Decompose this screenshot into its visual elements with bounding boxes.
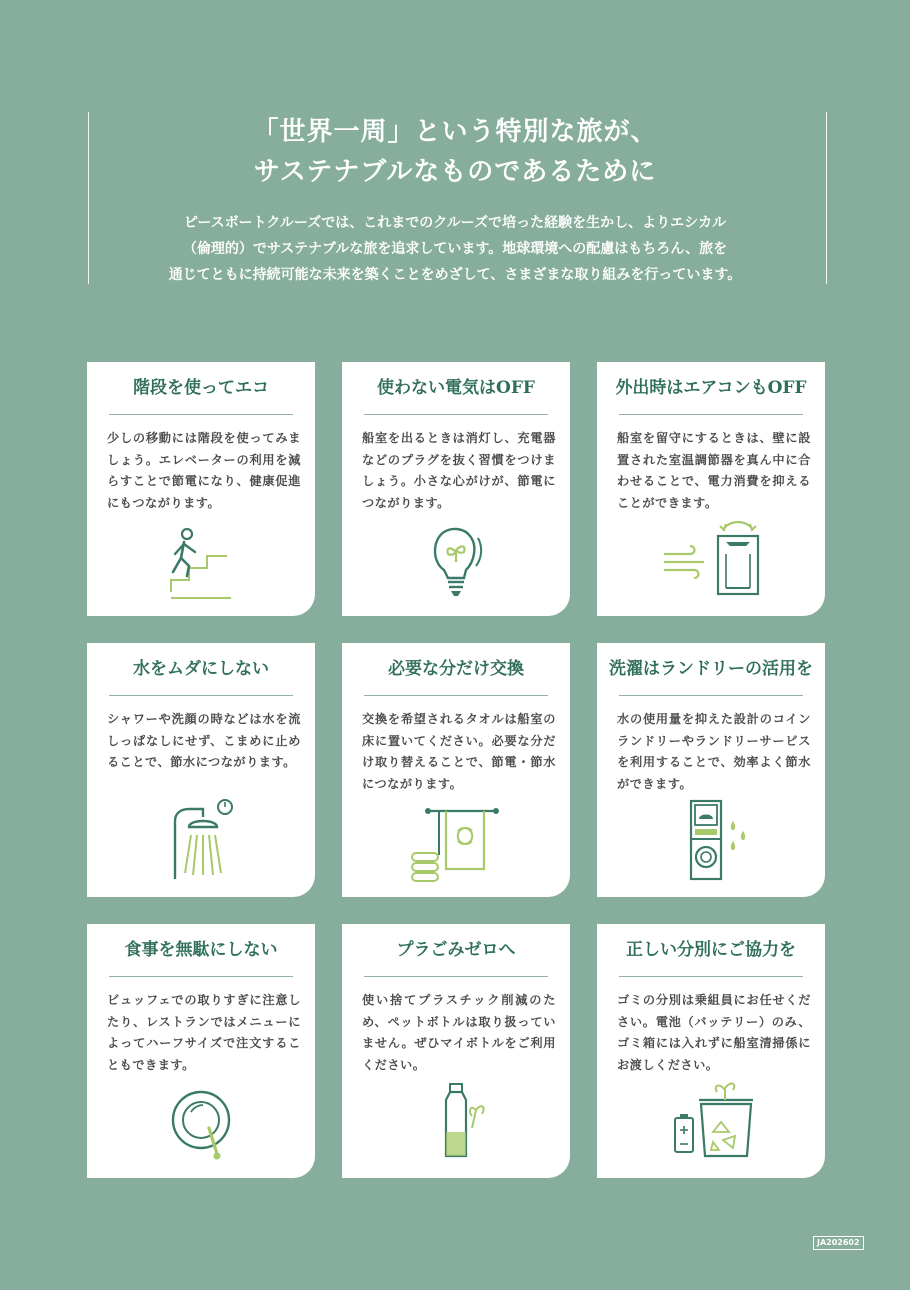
air-conditioner-icon — [655, 514, 765, 604]
card-laundry — [597, 643, 825, 897]
intro-line-2: （倫理的）でサステナブルな旅を追求しています。地球環境への配慮はもちろん、旅を — [182, 241, 728, 257]
bottle-icon — [406, 1074, 506, 1164]
card-recycling — [597, 924, 825, 1178]
card-text: 水の使用量を抑えた設計のコインランドリーやランドリーサービスを利用することで、効率よく節水ができます。 — [617, 712, 811, 791]
card-stairs — [87, 362, 315, 616]
card-divider — [109, 695, 293, 696]
left-divider-line — [88, 112, 89, 284]
card-divider — [619, 414, 803, 415]
intro-paragraph — [110, 210, 800, 288]
card-divider — [619, 976, 803, 977]
towel-icon — [406, 793, 506, 883]
washing-machine-icon — [661, 793, 761, 883]
card-text: 船室を出るときは消灯し、充電器などのプラグを抜く習慣をつけましょう。小さな心がけが、節電につながります。 — [362, 431, 556, 510]
card-text: ゴミの分別は乗組員にお任せください。電池（バッテリー）のみ、ゴミ箱には入れずに船室清掃係にお渡しください。 — [617, 993, 811, 1072]
card-title: 水をムダにしない — [133, 659, 269, 679]
title-line-1: 「世界一周」という特別な旅が、 — [252, 117, 658, 147]
card-divider — [109, 976, 293, 977]
document-code-badge: JA202602 — [813, 1236, 864, 1250]
card-title: 正しい分別にご協力を — [626, 940, 796, 960]
card-water — [87, 643, 315, 897]
card-towel — [342, 643, 570, 897]
stairs-walking-icon — [151, 512, 251, 602]
card-divider — [364, 414, 548, 415]
light-bulb-icon — [406, 512, 506, 602]
card-air-conditioner — [597, 362, 825, 616]
card-text: シャワーや洗顔の時などは水を流しっぱなしにせず、こまめに止めることで、節水につながります。 — [107, 712, 301, 769]
card-divider — [109, 414, 293, 415]
card-title: 外出時はエアコンもOFF — [615, 378, 807, 398]
card-text: 交換を希望されるタオルは船室の床に置いてください。必要な分だけ取り替えることで、節電・節水につながります。 — [362, 712, 556, 791]
card-text: 使い捨てプラスチック削減のため、ペットボトルは取り扱っていません。ぜひマイボトルをご利用ください。 — [362, 993, 556, 1072]
right-divider-line — [826, 112, 827, 284]
intro-line-3: 通じてともに持続可能な未来を築くことをめざして、さまざまな取り組みを行っています。 — [168, 267, 742, 283]
card-divider — [619, 695, 803, 696]
card-electricity — [342, 362, 570, 616]
card-title: 食事を無駄にしない — [124, 940, 278, 960]
card-divider — [364, 695, 548, 696]
card-text: 少しの移動には階段を使ってみましょう。エレベーターの利用を減らすことで節電になり、健康促進にもつながります。 — [107, 431, 301, 510]
intro-line-1: ピースボートクルーズでは、これまでのクルーズで培った経験を生かし、よりエシカル — [183, 215, 727, 231]
card-title: 洗濯はランドリーの活用を — [609, 659, 813, 679]
card-food — [87, 924, 315, 1178]
card-plastic — [342, 924, 570, 1178]
card-title: 階段を使ってエコ — [133, 378, 269, 398]
recycle-bin-icon — [661, 1074, 761, 1164]
page-title — [90, 112, 820, 192]
card-text: ビュッフェでの取りすぎに注意したり、レストランではメニューによってハーフサイズで注文することもできます。 — [107, 993, 301, 1072]
card-title: 必要な分だけ交換 — [388, 659, 524, 679]
card-title: 使わない電気はOFF — [377, 378, 535, 398]
card-title: プラごみゼロへ — [396, 940, 516, 960]
plate-icon — [151, 1074, 251, 1164]
title-line-2: サステナブルなものであるために — [253, 157, 657, 187]
shower-icon — [151, 793, 251, 883]
card-text: 船室を留守にするときは、壁に設置された室温調節器を真ん中に合わせることで、電力消費を抑えることができます。 — [617, 431, 811, 510]
card-divider — [364, 976, 548, 977]
